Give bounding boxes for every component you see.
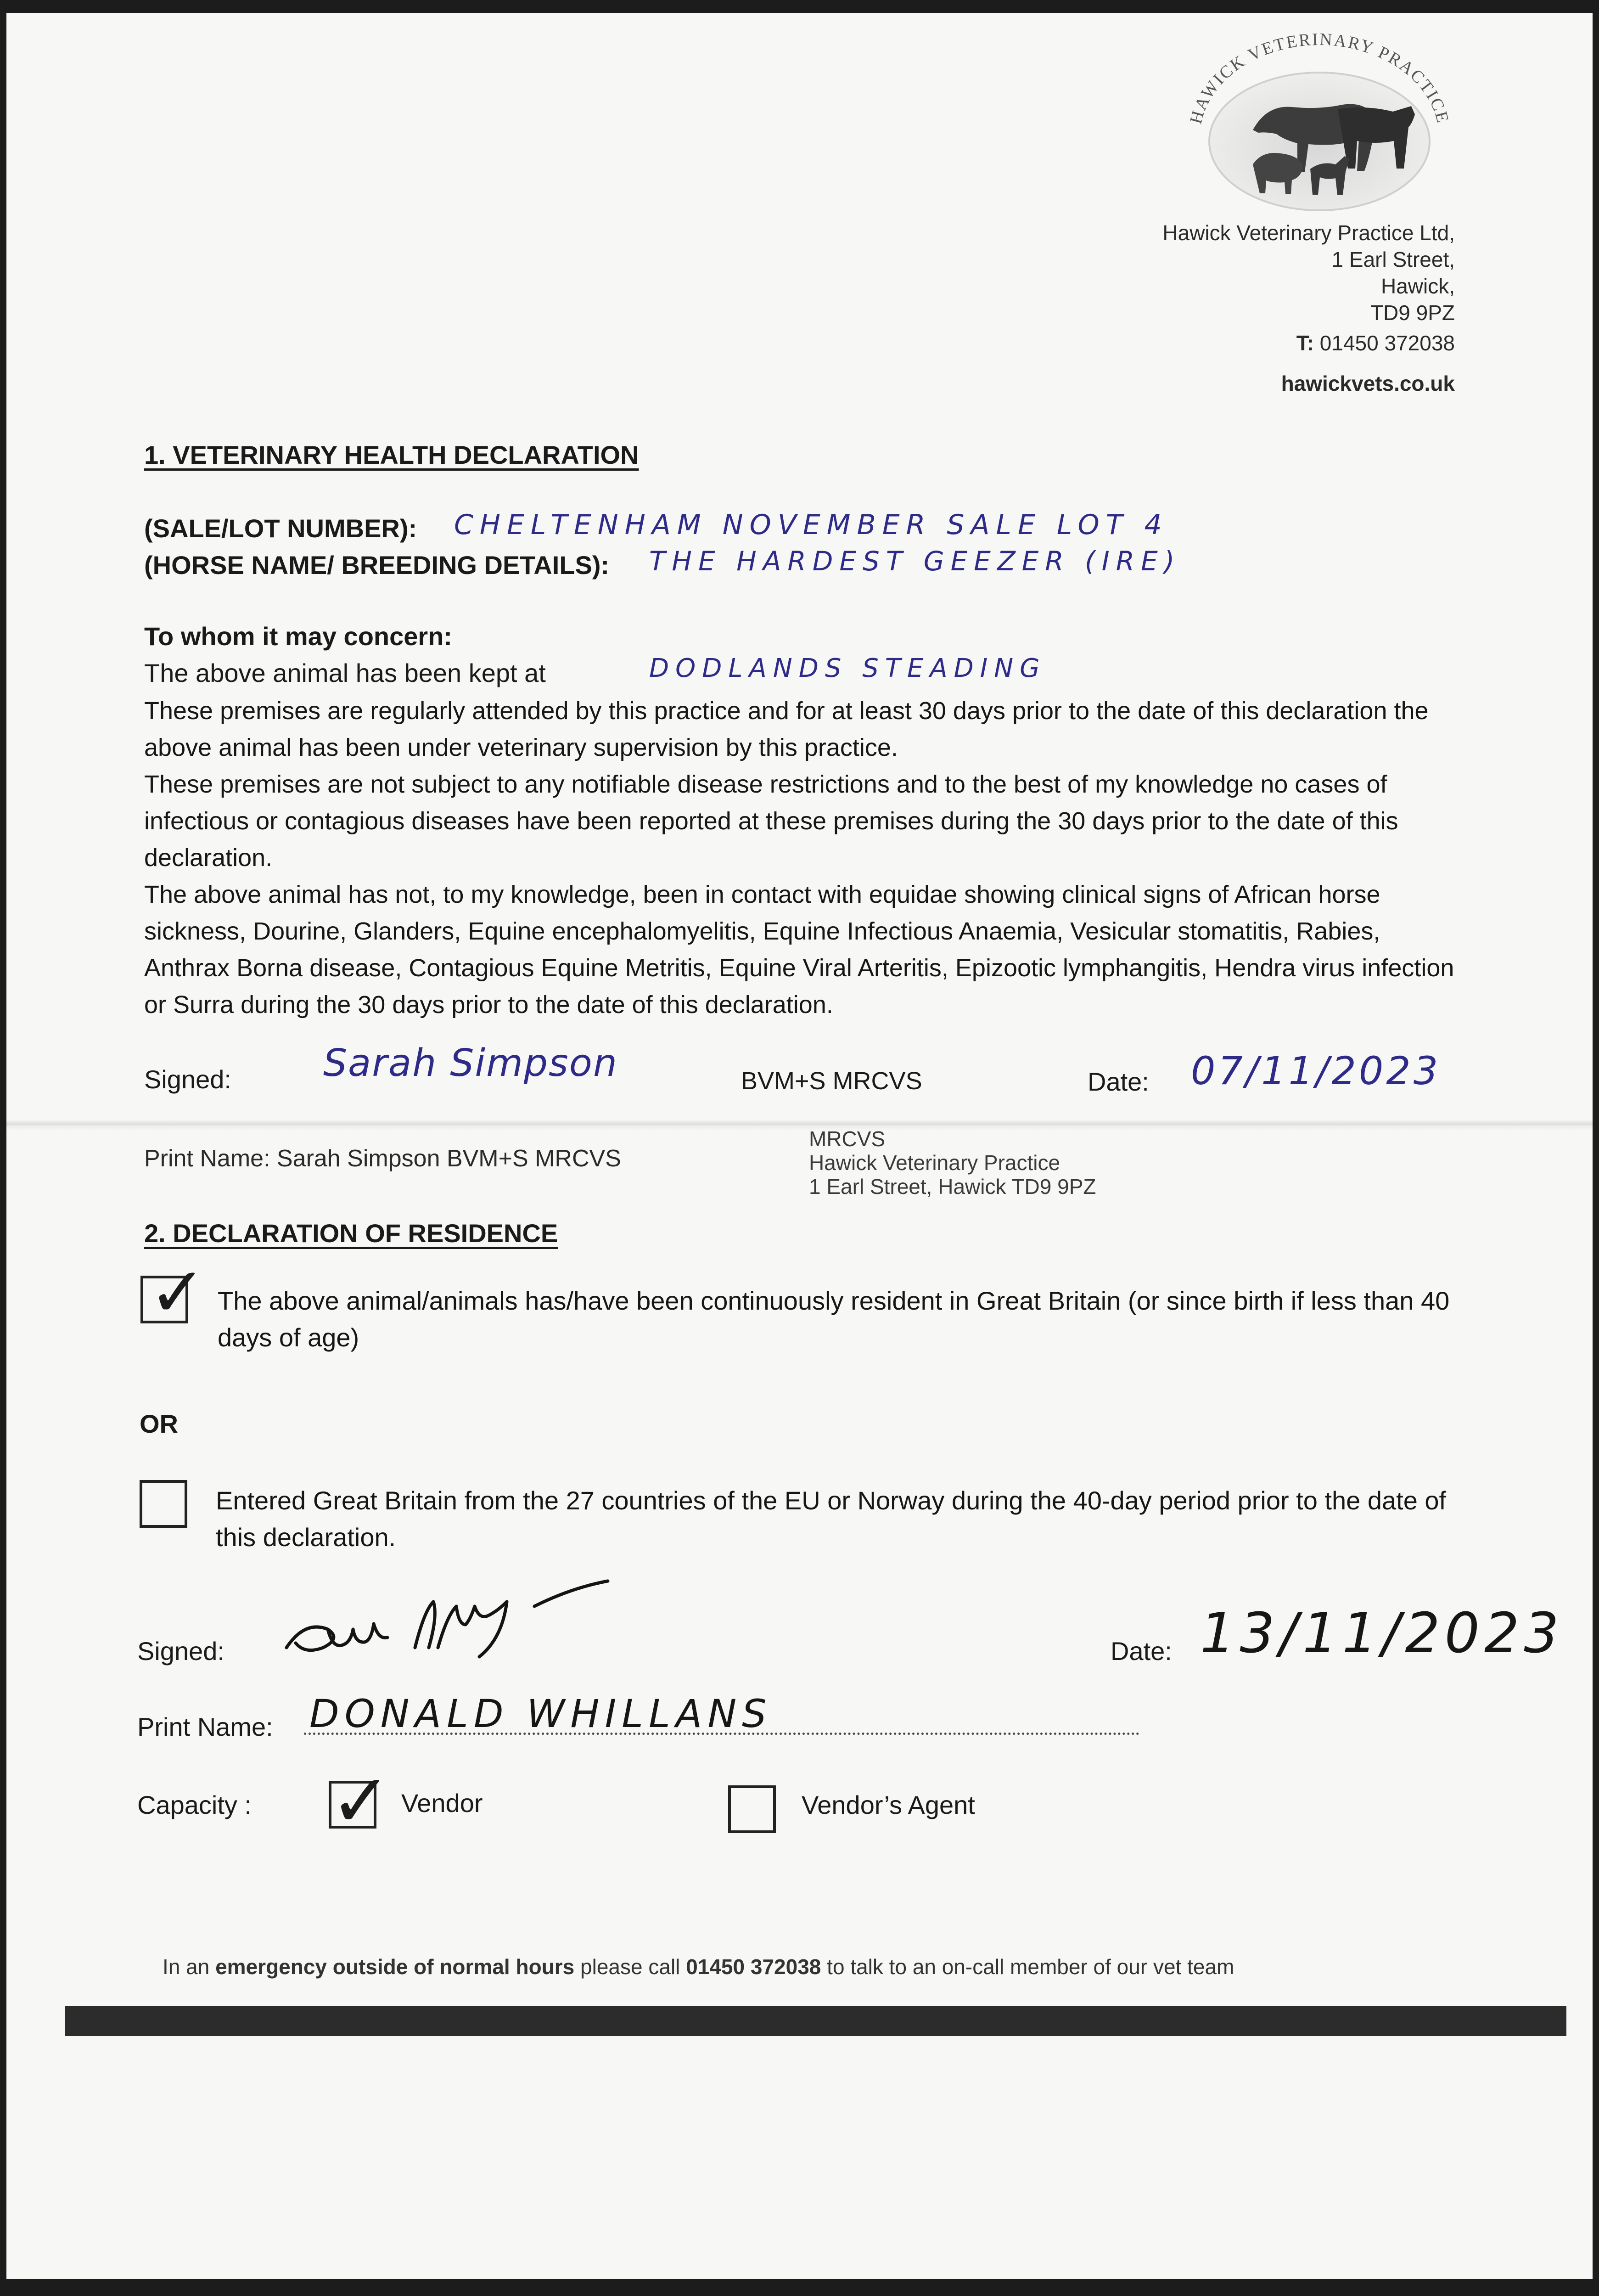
stamp-line: Hawick Veterinary Practice: [809, 1151, 1060, 1175]
paper-fold: [6, 1120, 1593, 1131]
kept-at-value: DODLANDS STEADING: [649, 653, 1046, 683]
stamp-line: MRCVS: [809, 1127, 886, 1151]
vet-date-label: Date:: [1088, 1067, 1149, 1096]
vendor-signed-label: Signed:: [137, 1637, 224, 1666]
address-line: 1 Earl Street,: [1331, 248, 1455, 271]
phone-label: T:: [1296, 331, 1314, 355]
vendor-print-name-label: Print Name:: [137, 1712, 273, 1741]
note-suffix: to talk to an on-call member of our vet team: [827, 1955, 1234, 1979]
paragraph-disease-contact: The above animal has not, to my knowledge, been in contact with equidae showing clinical signs of African horse sickness, Dourine, Glanders, Equine encephalomyelitis, Equine Infectious Anaemia, Vesicular stomatitis, Rabies, Anthrax Borna disease, Contagious Equine Metritis, Equine Viral Arteritis, Epizootic lymphangitis, Hendra virus infection or Surra during the 30 days prior to the date of this declaration.: [144, 881, 1454, 1019]
vet-signed-label: Signed:: [144, 1065, 231, 1094]
vendor-agent-option-label: Vendor’s Agent: [802, 1790, 975, 1819]
emergency-note: [163, 1954, 1234, 1979]
capacity-label: Capacity :: [137, 1790, 252, 1819]
to-whom-heading: To whom it may concern:: [144, 622, 453, 651]
vendor-option-label: Vendor: [401, 1789, 483, 1818]
or-label: OR: [140, 1409, 178, 1438]
sale-lot-value: CHELTENHAM NOVEMBER SALE LOT 4: [454, 509, 1168, 541]
declaration-body: [144, 692, 1466, 1023]
vendor-date-label: Date:: [1111, 1637, 1172, 1666]
practice-phone: [1296, 330, 1455, 356]
kept-at-label: The above animal has been kept at: [144, 658, 546, 687]
horse-value: THE HARDEST GEEZER (IRE): [649, 546, 1181, 577]
resident-option-text: The above animal/animals has/have been continuously resident in Great Britain (or since birth if less than 40 days of age): [218, 1286, 1450, 1352]
address-line: TD9 9PZ: [1370, 301, 1455, 325]
note-mid: please call: [580, 1955, 680, 1979]
vet-date-value: 07/11/2023: [1191, 1048, 1441, 1093]
entered-gb-option-text: Entered Great Britain from the 27 countries of the EU or Norway during the 40-day period prior to the date of this declaration.: [216, 1486, 1447, 1552]
svg-text:HAWICK VETERINARY PRACTICE: HAWICK VETERINARY PRACTICE: [1186, 31, 1453, 126]
resident-check-mark: ✓: [149, 1253, 207, 1333]
horse-label: (HORSE NAME/ BREEDING DETAILS):: [144, 551, 610, 580]
vendor-check-mark: ✓: [330, 1758, 392, 1844]
practice-stamp: [809, 1127, 1096, 1199]
stamp-line: 1 Earl Street, Hawick TD9 9PZ: [809, 1175, 1096, 1199]
footer-bar: [65, 2006, 1566, 2036]
note-phone: 01450 372038: [686, 1955, 821, 1979]
vendor-print-name-value: DONALD WHILLANS: [309, 1691, 772, 1736]
vendor-signature: [277, 1579, 645, 1680]
phone-number: 01450 372038: [1319, 331, 1455, 355]
vet-signature: Sarah Simpson: [323, 1041, 618, 1085]
address-line: Hawick,: [1380, 274, 1455, 298]
paragraph-restrictions: These premises are not subject to any notifiable disease restrictions and to the best of my knowledge no cases of infectious or contagious diseases have been reported at these premises during the 30 days prior to the date of this declaration.: [144, 771, 1398, 872]
section1-heading: 1. VETERINARY HEALTH DECLARATION: [144, 440, 639, 469]
section2-heading: 2. DECLARATION OF RESIDENCE: [144, 1219, 558, 1248]
practice-address: [1162, 219, 1455, 326]
practice-website: [1281, 370, 1455, 397]
vendor-date-value: 13/11/2023: [1200, 1602, 1564, 1666]
paragraph-supervision: These premises are regularly attended by this practice and for at least 30 days prior to the date of this declaration the above animal has been under veterinary supervision by this practice.: [144, 697, 1429, 761]
entered-gb-checkbox[interactable]: [140, 1480, 187, 1528]
practice-logo: [1173, 31, 1466, 215]
vet-qualification: BVM+S MRCVS: [741, 1067, 922, 1095]
note-prefix: In an: [163, 1955, 210, 1979]
sale-lot-label: (SALE/LOT NUMBER):: [144, 514, 417, 543]
note-emphasis: emergency outside of normal hours: [215, 1955, 575, 1979]
website-text: hawickvets.co.uk: [1281, 371, 1455, 395]
vendor-agent-checkbox[interactable]: [728, 1785, 776, 1833]
vet-print-name: Print Name: Sarah Simpson BVM+S MRCVS: [144, 1145, 621, 1172]
declaration-sheet: [6, 13, 1593, 2279]
address-line: Hawick Veterinary Practice Ltd,: [1162, 221, 1455, 245]
